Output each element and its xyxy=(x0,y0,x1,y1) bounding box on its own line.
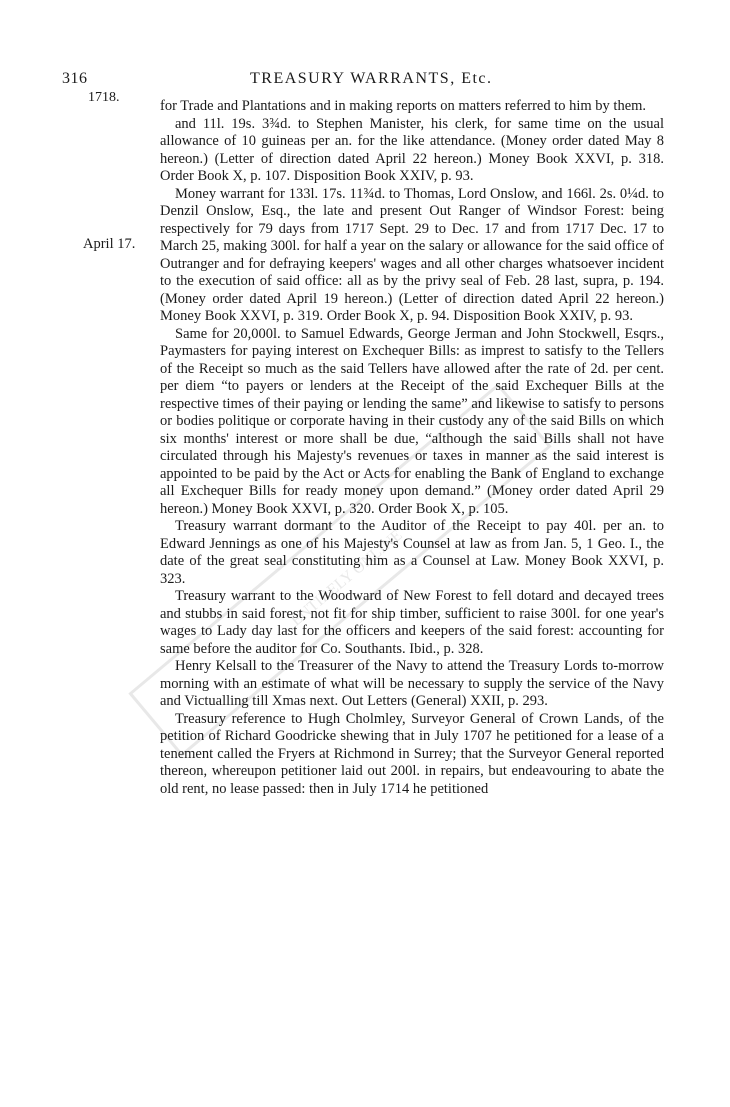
margin-year: 1718. xyxy=(88,90,120,105)
paragraph-exchequer-bills: Same for 20,000l. to Samuel Edwards, George Jerman and John Stockwell, Esqrs., Paymasters for paying interest on Exchequer Bills: as imprest to satisfy to the Tellers of the Receipt so much as the said Tellers have allowed after the rate of 2d. per cent. per diem “to payers or lenders at the Receipt of the said Exchequer Bills at the respective times of their paying or lending the same” and likewise to satisfy to persons or bodies politique or corporate having in their custody any of the said Bills on which six months' interest or more shall be due, “although the said Bills shall not have circulated through his Majesty's revenues or taxes in manner as the said interest is appointed to be paid by the Act or Acts for enabling the Bank of England to exchange all Exchequer Bills for ready money upon demand.” (Money order dated April 29 hereon.) Money Book XXVI, p. 320. Order Book X, p. 105. xyxy=(160,325,664,517)
paragraph-continued: for Trade and Plantations and in making reports on matters referred to him by them. xyxy=(160,98,647,114)
paragraph-jennings: Treasury warrant dormant to the Auditor of the Receipt to pay 40l. per an. to Edward Jennings as one of his Majesty's Counsel at law as from Jan. 5, 1 Geo. I., the date of the great seal constituting him as a Counsel at Law. Money Book XXVI, p. 323. xyxy=(160,518,664,587)
running-head: TREASURY WARRANTS, Etc. xyxy=(250,70,493,87)
watermark-text: ENTIRELY ONLINE xyxy=(287,526,406,630)
paragraph-kelsall: Henry Kelsall to the Treasurer of the Navy to attend the Treasury Lords to-morrow morning with an estimate of what will be necessary to supply the service of the Navy and Victualling till Xmas next. Out Letters (General) XXII, p. 293. xyxy=(160,658,664,709)
page-body xyxy=(160,98,664,798)
page-number: 316 xyxy=(62,70,88,87)
paragraph-new-forest: Treasury warrant to the Woodward of New Forest to fell dotard and decayed trees and stubbs in said forest, not fit for ship timber, sufficient to raise 300l. for one year's wages to Lady day last for the officers and keepers of the said forest: accounting for same before the auditor for Co. Southants. Ibid., p. 328. xyxy=(160,588,664,657)
margin-date: April 17. xyxy=(83,236,136,252)
paragraph-onslow: Money warrant for 133l. 17s. 11¾d. to Thomas, Lord Onslow, and 166l. 2s. 0¼d. to Denzil Onslow, Esq., the late and present Out Ranger of Windsor Forest: being respectively for 79 days from 1717 Sept. 29 to Dec. 17 and from 1717 Dec. 17 to March 25, making 300l. for half a year on the salary or allowance for the said office of Outranger and for defraying keepers' wages and all other charges whatsoever incident to the execution of said office: all as by the privy seal of Feb. 28 last, supra, p. 194. (Money order dated April 19 hereon.) (Letter of direction dated April 22 hereon.) Money Book XXVI, p. 319. Order Book X, p. 94. Disposition Book XXIV, p. 93. xyxy=(160,185,664,324)
paragraph-goodricke: Treasury reference to Hugh Cholmley, Surveyor General of Crown Lands, of the petition of Richard Goodricke shewing that in July 1707 he petitioned for a lease of a tenement called the Fryers at Richmond in Surrey; that the Surveyor General reported thereon, whereupon petitioner laid out 200l. in repairs, but endeavouring to abate the old rent, no lease passed: then in July 1714 he petitioned xyxy=(160,710,664,797)
paragraph-manister: and 11l. 19s. 3¾d. to Stephen Manister, his clerk, for same time on the usual allowance of 10 guineas per an. for the like attendance. (Money order dated May 8 hereon.) (Letter of direction dated April 22 hereon.) Money Book XXVI, p. 318. Order Book X, p. 107. Disposition Book XXIV, p. 93. xyxy=(160,115,664,184)
